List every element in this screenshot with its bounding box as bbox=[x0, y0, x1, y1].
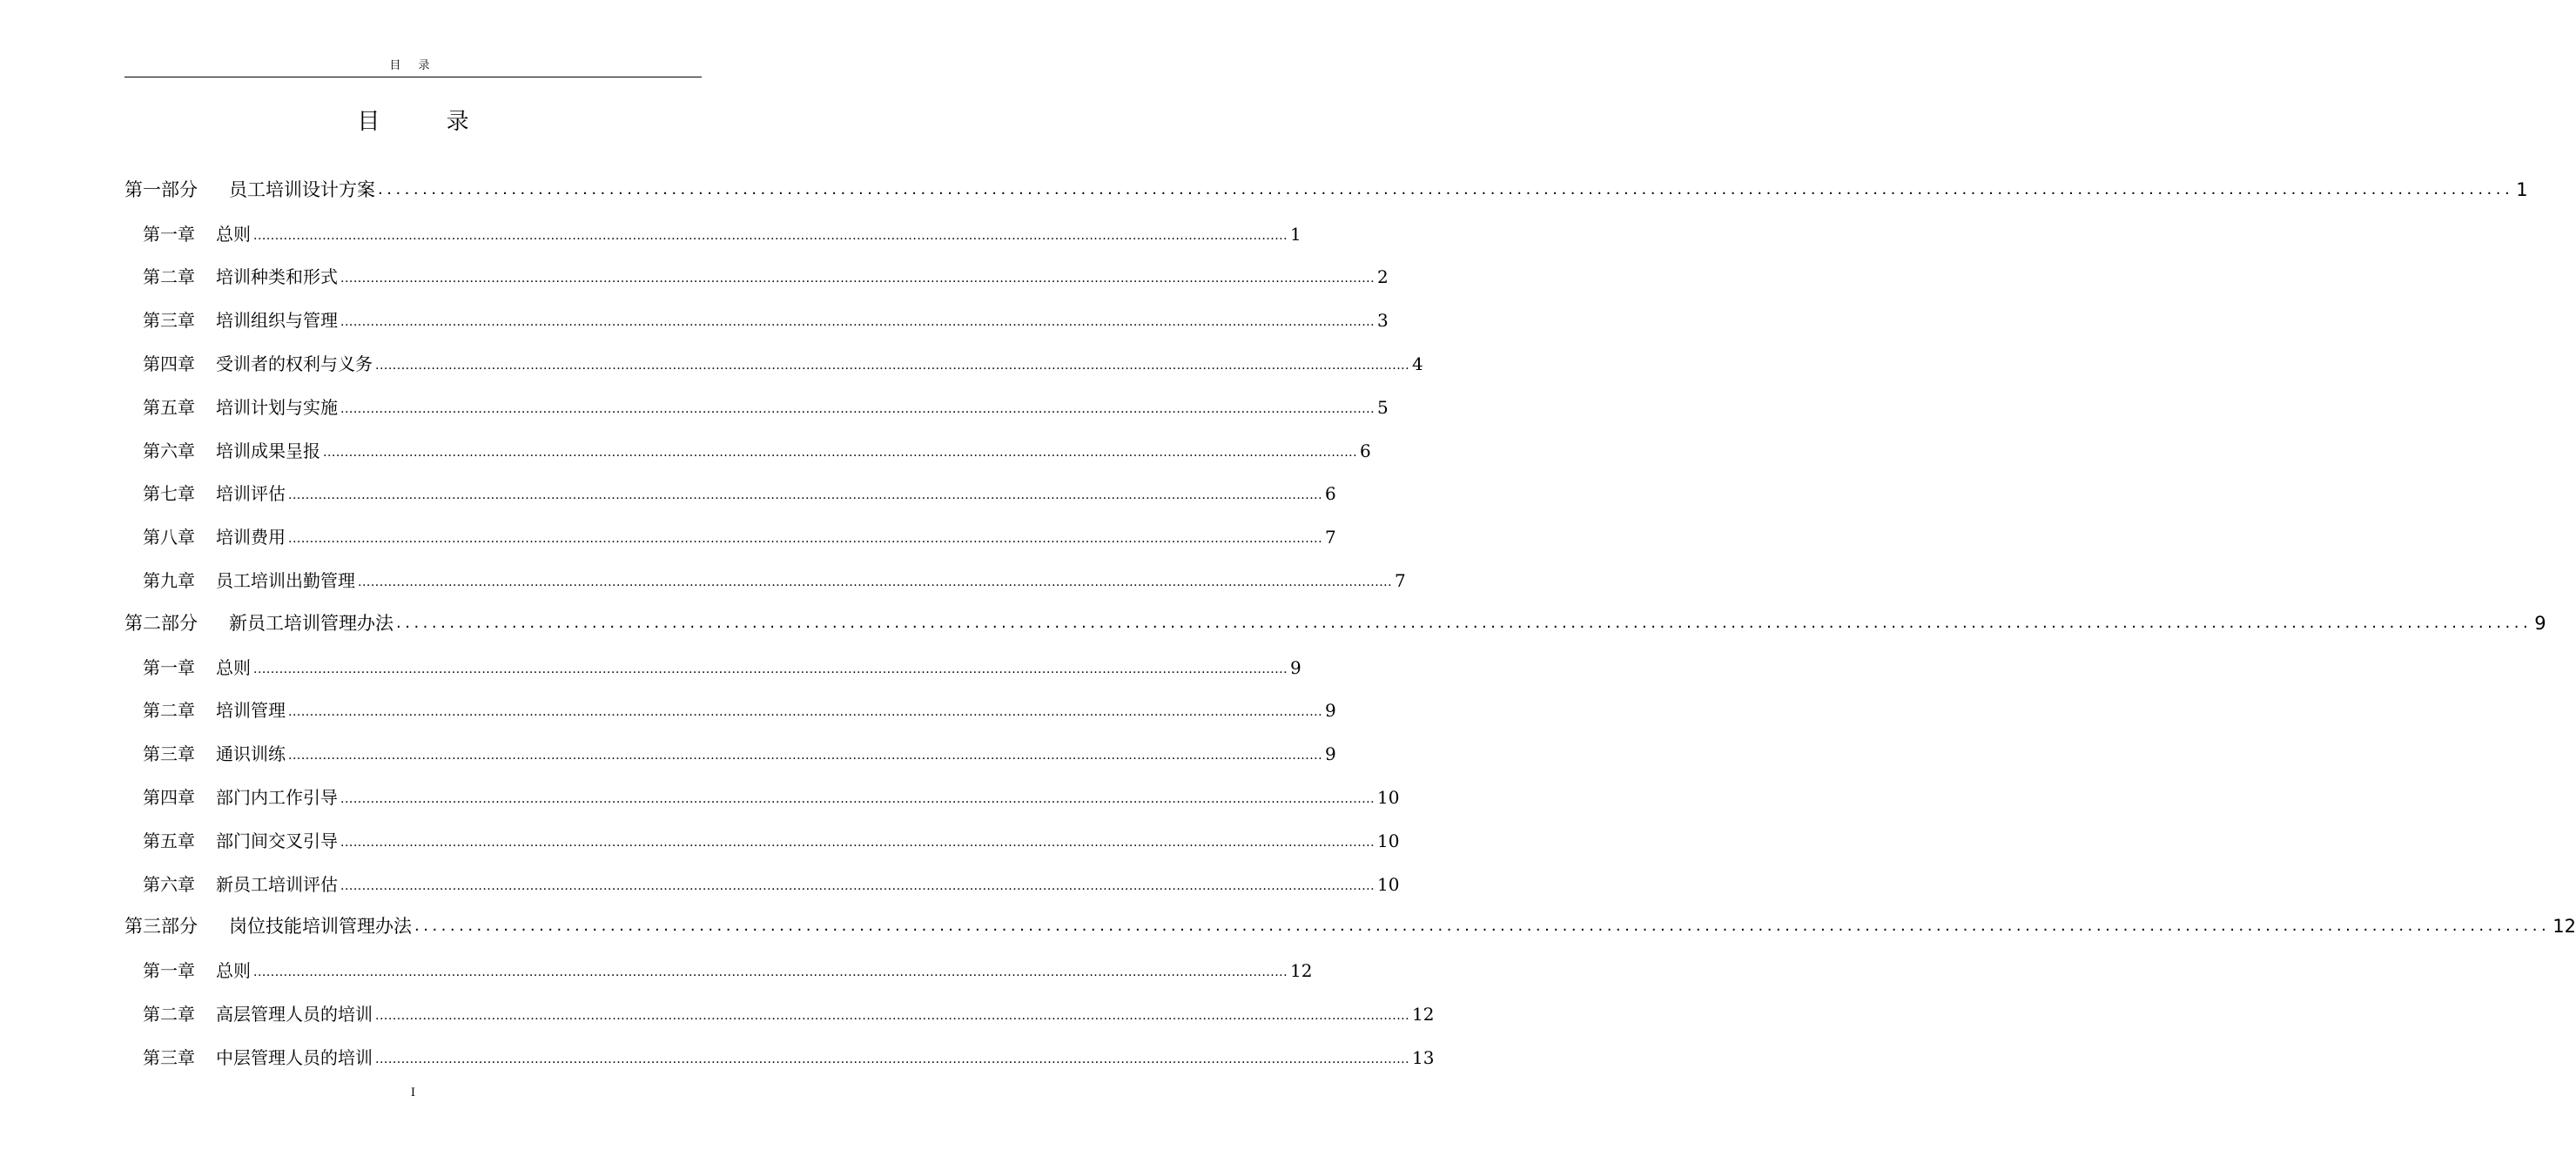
toc-entry-label: 第六章 bbox=[143, 873, 195, 895]
toc-entry-title: 员工培训出勤管理 bbox=[216, 569, 355, 591]
toc-dot-leader: ................................................................................................................................................................................................................................................ bbox=[340, 878, 1375, 893]
toc-entry-label: 第八章 bbox=[143, 527, 195, 548]
toc-entry-page-number: 12 bbox=[1290, 960, 1313, 982]
toc-chapter-entry[interactable] bbox=[124, 690, 1336, 734]
table-of-contents bbox=[124, 170, 2576, 1080]
toc-entry-label: 第三章 bbox=[143, 310, 195, 332]
toc-entry-title: 培训成果呈报 bbox=[216, 440, 320, 461]
toc-entry-title: 员工培训设计方案 bbox=[229, 178, 375, 200]
toc-entry-title: 总则 bbox=[216, 960, 251, 982]
toc-chapter-entry[interactable] bbox=[124, 257, 1389, 300]
toc-entry-page-number: 12 bbox=[2552, 916, 2576, 938]
toc-dot-leader: ................................................................................................................................................................................................................................................ bbox=[340, 401, 1375, 416]
toc-entry-page-number: 9 bbox=[1325, 743, 1336, 765]
toc-entry-page-number: 9 bbox=[1290, 656, 1301, 678]
toc-chapter-entry[interactable] bbox=[124, 560, 1406, 603]
toc-dot-leader: ................................................................................................................................................................................................................................................ bbox=[378, 179, 2514, 198]
toc-entry-label: 第一部分 bbox=[124, 178, 198, 200]
toc-part-entry[interactable] bbox=[124, 907, 2576, 951]
toc-entry-label: 第五章 bbox=[143, 396, 195, 418]
running-header: 目 录 bbox=[389, 59, 437, 72]
toc-entry-label: 第二章 bbox=[143, 266, 195, 288]
toc-chapter-entry[interactable] bbox=[124, 299, 1389, 343]
toc-entry-page-number: 1 bbox=[1290, 223, 1301, 245]
toc-entry-title: 培训种类和形式 bbox=[216, 266, 338, 288]
toc-entry-page-number: 1 bbox=[2516, 178, 2528, 200]
toc-dot-leader: ................................................................................................................................................................................................................................................ bbox=[340, 791, 1375, 806]
toc-entry-label: 第三部分 bbox=[124, 916, 198, 938]
toc-dot-leader: ................................................................................................................................................................................................................................................ bbox=[358, 575, 1393, 589]
toc-dot-leader: ................................................................................................................................................................................................................................................ bbox=[375, 358, 1410, 373]
toc-dot-leader: ................................................................................................................................................................................................................................................ bbox=[396, 613, 2532, 632]
toc-chapter-entry[interactable] bbox=[124, 993, 1435, 1037]
toc-entry-page-number: 10 bbox=[1377, 786, 1400, 808]
toc-chapter-entry[interactable] bbox=[124, 820, 1400, 864]
toc-entry-label: 第六章 bbox=[143, 440, 195, 461]
toc-entry-title: 培训组织与管理 bbox=[216, 310, 338, 332]
toc-chapter-entry[interactable] bbox=[124, 647, 1301, 690]
toc-dot-leader: ................................................................................................................................................................................................................................................ bbox=[288, 705, 1323, 720]
toc-entry-label: 第四章 bbox=[143, 353, 195, 374]
toc-entry-page-number: 6 bbox=[1360, 440, 1371, 461]
toc-dot-leader: ................................................................................................................................................................................................................................................ bbox=[414, 917, 2551, 936]
toc-entry-page-number: 13 bbox=[1412, 1046, 1435, 1068]
toc-dot-leader: ................................................................................................................................................................................................................................................ bbox=[288, 749, 1323, 763]
toc-chapter-entry[interactable] bbox=[124, 1037, 1435, 1080]
toc-entry-page-number: 9 bbox=[2534, 612, 2546, 634]
toc-entry-page-number: 7 bbox=[1325, 527, 1336, 548]
toc-chapter-entry[interactable] bbox=[124, 213, 1301, 257]
toc-entry-title: 受训者的权利与义务 bbox=[216, 353, 373, 374]
toc-entry-title: 部门间交叉引导 bbox=[216, 830, 338, 851]
toc-chapter-entry[interactable] bbox=[124, 733, 1336, 777]
toc-entry-title: 高层管理人员的培训 bbox=[216, 1003, 373, 1025]
toc-entry-page-number: 12 bbox=[1412, 1003, 1435, 1025]
toc-entry-label: 第一章 bbox=[143, 223, 195, 245]
toc-dot-leader: ................................................................................................................................................................................................................................................ bbox=[375, 1052, 1410, 1066]
toc-entry-label: 第四章 bbox=[143, 786, 195, 808]
toc-part-entry[interactable] bbox=[124, 170, 2528, 213]
toc-dot-leader: ................................................................................................................................................................................................................................................ bbox=[253, 662, 1288, 676]
toc-entry-title: 总则 bbox=[216, 223, 251, 245]
toc-entry-title: 中层管理人员的培训 bbox=[216, 1046, 373, 1068]
toc-entry-label: 第三章 bbox=[143, 1046, 195, 1068]
toc-chapter-entry[interactable] bbox=[124, 474, 1336, 517]
toc-dot-leader: ................................................................................................................................................................................................................................................ bbox=[323, 445, 1358, 460]
toc-dot-leader: ................................................................................................................................................................................................................................................ bbox=[340, 835, 1375, 850]
toc-entry-title: 培训费用 bbox=[216, 527, 286, 548]
toc-entry-title: 通识训练 bbox=[216, 743, 286, 765]
toc-entry-label: 第三章 bbox=[143, 743, 195, 765]
toc-chapter-entry[interactable] bbox=[124, 430, 1371, 474]
toc-chapter-entry[interactable] bbox=[124, 387, 1389, 430]
toc-entry-page-number: 7 bbox=[1395, 569, 1406, 591]
toc-dot-leader: ................................................................................................................................................................................................................................................ bbox=[288, 532, 1323, 547]
toc-entry-title: 新员工培训管理办法 bbox=[229, 612, 393, 634]
toc-entry-label: 第二章 bbox=[143, 700, 195, 722]
toc-entry-label: 第七章 bbox=[143, 483, 195, 505]
toc-chapter-entry[interactable] bbox=[124, 777, 1400, 820]
page-number: I bbox=[410, 1086, 416, 1099]
toc-entry-title: 培训管理 bbox=[216, 700, 286, 722]
toc-dot-leader: ................................................................................................................................................................................................................................................ bbox=[375, 1008, 1410, 1023]
toc-chapter-entry[interactable] bbox=[124, 950, 1313, 993]
toc-entry-label: 第一章 bbox=[143, 656, 195, 678]
toc-entry-title: 岗位技能培训管理办法 bbox=[229, 916, 412, 938]
toc-entry-label: 第九章 bbox=[143, 569, 195, 591]
toc-entry-page-number: 10 bbox=[1377, 830, 1400, 851]
toc-entry-title: 新员工培训评估 bbox=[216, 873, 338, 895]
page-title: 目 录 bbox=[357, 109, 499, 135]
toc-dot-leader: ................................................................................................................................................................................................................................................ bbox=[340, 315, 1375, 330]
toc-entry-label: 第二部分 bbox=[124, 612, 198, 634]
toc-part-entry[interactable] bbox=[124, 603, 2546, 647]
toc-dot-leader: ................................................................................................................................................................................................................................................ bbox=[340, 272, 1375, 286]
toc-entry-label: 第一章 bbox=[143, 960, 195, 982]
toc-entry-title: 总则 bbox=[216, 656, 251, 678]
toc-entry-label: 第五章 bbox=[143, 830, 195, 851]
toc-dot-leader: ................................................................................................................................................................................................................................................ bbox=[253, 965, 1288, 980]
toc-entry-title: 部门内工作引导 bbox=[216, 786, 338, 808]
toc-entry-page-number: 9 bbox=[1325, 700, 1336, 722]
toc-entry-page-number: 10 bbox=[1377, 873, 1400, 895]
toc-entry-title: 培训计划与实施 bbox=[216, 396, 338, 418]
toc-entry-page-number: 6 bbox=[1325, 483, 1336, 505]
toc-dot-leader: ................................................................................................................................................................................................................................................ bbox=[288, 488, 1323, 503]
toc-entry-label: 第二章 bbox=[143, 1003, 195, 1025]
toc-chapter-entry[interactable] bbox=[124, 516, 1336, 560]
toc-entry-page-number: 4 bbox=[1412, 353, 1423, 374]
toc-chapter-entry[interactable] bbox=[124, 343, 1423, 387]
toc-chapter-entry[interactable] bbox=[124, 864, 1400, 907]
toc-dot-leader: ................................................................................................................................................................................................................................................ bbox=[253, 228, 1288, 243]
toc-entry-title: 培训评估 bbox=[216, 483, 286, 505]
toc-entry-page-number: 3 bbox=[1377, 310, 1389, 332]
toc-entry-page-number: 5 bbox=[1377, 396, 1389, 418]
toc-entry-page-number: 2 bbox=[1377, 266, 1389, 288]
